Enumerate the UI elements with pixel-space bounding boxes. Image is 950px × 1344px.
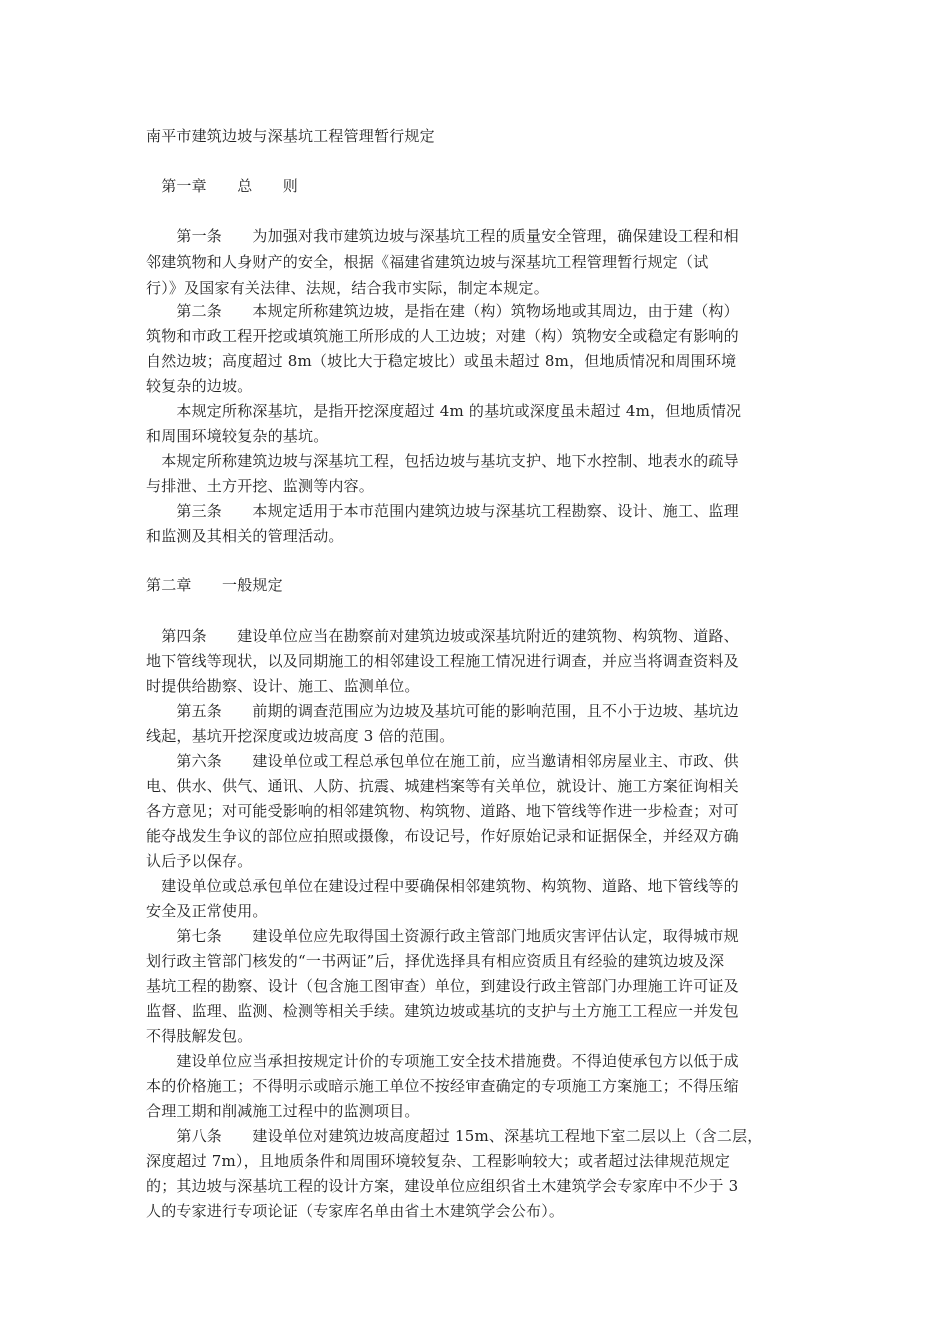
article-7-line: 监督、监理、监测、检测等相关手续。建筑边坡或基坑的支护与土方施工工程应一并发包	[146, 1002, 739, 1020]
article-4-line: 地下管线等现状，以及同期施工的相邻建设工程施工情况进行调查，并应当将调查资料及	[146, 652, 739, 670]
paragraph-line: 建设单位或总承包单位在建设过程中要确保相邻建筑物、构筑物、道路、地下管线等的	[146, 877, 739, 895]
article-4-line: 第四条 建设单位应当在勘察前对建筑边坡或深基坑附近的建筑物、构筑物、道路、	[146, 627, 739, 645]
article-8-line: 人的专家进行专项论证（专家库名单由省土木建筑学会公布）。	[146, 1202, 565, 1220]
document-title: 南平市建筑边坡与深基坑工程管理暂行规定	[146, 127, 435, 145]
article-7-line: 划行政主管部门核发的“一书两证”后，择优选择具有相应资质且有经验的建筑边坡及深	[146, 952, 725, 970]
article-8-line: 的；其边坡与深基坑工程的设计方案，建设单位应组织省土木建筑学会专家库中不少于 3	[146, 1177, 739, 1195]
article-1-line: 邻建筑物和人身财产的安全，根据《福建省建筑边坡与深基坑工程管理暂行规定（试	[146, 253, 709, 271]
article-8-line: 第八条 建设单位对建筑边坡高度超过 15m、深基坑工程地下室二层以上（含二层，	[146, 1127, 763, 1145]
article-3-line: 和监测及其相关的管理活动。	[146, 527, 344, 545]
article-1-line: 第一条 为加强对我市建筑边坡与深基坑工程的质量安全管理，确保建设工程和相	[146, 227, 739, 245]
article-7-line: 第七条 建设单位应先取得国土资源行政主管部门地质灾害评估认定，取得城市规	[146, 927, 739, 945]
article-2-line: 自然边坡；高度超过 8m（坡比大于稳定坡比）或虽未超过 8m，但地质情况和周围环境	[146, 352, 737, 370]
article-2-line: 第二条 本规定所称建筑边坡，是指在建（构）筑物场地或其周边，由于建（构）	[146, 302, 739, 320]
paragraph-line: 建设单位应当承担按规定计价的专项施工安全技术措施费。不得迫使承包方以低于成	[146, 1052, 739, 1070]
article-7-line: 基坑工程的勘察、设计（包含施工图审查）单位，到建设行政主管部门办理施工许可证及	[146, 977, 739, 995]
chapter-2-heading: 第二章 一般规定	[146, 576, 283, 594]
article-6-line: 第六条 建设单位或工程总承包单位在施工前，应当邀请相邻房屋业主、市政、供	[146, 752, 739, 770]
paragraph-line: 本规定所称建筑边坡与深基坑工程，包括边坡与基坑支护、地下水控制、地表水的疏导	[146, 452, 739, 470]
paragraph-line: 和周围环境较复杂的基坑。	[146, 427, 329, 445]
article-5-line: 线起，基坑开挖深度或边坡高度 3 倍的范围。	[146, 727, 455, 745]
article-4-line: 时提供给勘察、设计、施工、监测单位。	[146, 677, 420, 695]
article-2-line: 较复杂的边坡。	[146, 377, 253, 395]
article-6-line: 各方意见；对可能受影响的相邻建筑物、构筑物、道路、地下管线等作进一步检查；对可	[146, 802, 739, 820]
article-6-line: 认后予以保存。	[146, 852, 253, 870]
paragraph-line: 安全及正常使用。	[146, 902, 268, 920]
article-5-line: 第五条 前期的调查范围应为边坡及基坑可能的影响范围，且不小于边坡、基坑边	[146, 702, 739, 720]
article-8-line: 深度超过 7m），且地质条件和周围环境较复杂、工程影响较大；或者超过法律规范规定	[146, 1152, 731, 1170]
paragraph-line: 本规定所称深基坑，是指开挖深度超过 4m 的基坑或深度虽未超过 4m，但地质情况	[146, 402, 742, 420]
article-6-line: 能夺战发生争议的部位应拍照或摄像，布设记号，作好原始记录和证据保全，并经双方确	[146, 827, 739, 845]
article-1-line: 行）》及国家有关法律、法规，结合我市实际，制定本规定。	[146, 279, 549, 297]
chapter-1-heading: 第一章 总 则	[146, 177, 299, 195]
article-6-line: 电、供水、供气、通讯、人防、抗震、城建档案等有关单位，就设计、施工方案征询相关	[146, 777, 739, 795]
article-7-line: 不得肢解发包。	[146, 1027, 253, 1045]
paragraph-line: 本的价格施工；不得明示或暗示施工单位不按经审查确定的专项施工方案施工；不得压缩	[146, 1077, 739, 1095]
paragraph-line: 与排泄、土方开挖、监测等内容。	[146, 477, 375, 495]
paragraph-line: 合理工期和削减施工过程中的监测项目。	[146, 1102, 420, 1120]
article-3-line: 第三条 本规定适用于本市范围内建筑边坡与深基坑工程勘察、设计、施工、监理	[146, 502, 739, 520]
article-2-line: 筑物和市政工程开挖或填筑施工所形成的人工边坡；对建（构）筑物安全或稳定有影响的	[146, 327, 739, 345]
